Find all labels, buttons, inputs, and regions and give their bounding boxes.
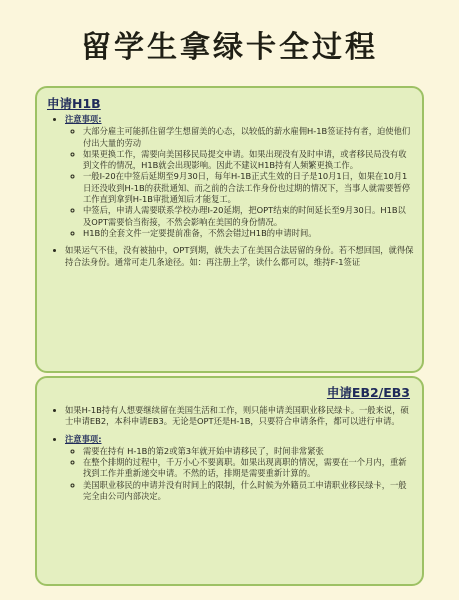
h1b-content — [47, 114, 414, 268]
eb-content — [47, 405, 414, 502]
h1b-note: ◦ 如果更换工作，需要向美国移民局提交申请。如果出现没有及时申请，或者移民局没有收到文件的情况，H1B就会出现影响。因此不建议H1B持有人频繁更换工作。 — [83, 149, 414, 172]
eb-card — [35, 376, 424, 586]
eb-note: ◦ 美国职业移民的申请并没有时间上的限制，什么时候为外籍员工申请职业移民绿卡，一般完全由公司内部决定。 — [83, 480, 414, 503]
eb-notes-heading: 注意事项: — [65, 433, 102, 444]
h1b-notes-heading: 注意事项: — [65, 114, 102, 124]
page-title: 留学生拿绿卡全过程 — [81, 30, 378, 65]
eb-note: ◦ 在整个排期的过程中，千万小心不要离职。如果出现离职的情况，需要在一个月内，重新找到工作并重新递交申请。不然的话，排期是需要重新计算的。 — [83, 457, 414, 480]
eb-intro-paragraph: • 如果H-1B持有人想要继续留在美国生活和工作，则只能申请美国职业移民绿卡。一般来说，硕士申请EB2，本科申请EB3。无论是OPT还是H-1B，只要符合申请条件，都可以进行申请。 — [65, 405, 414, 428]
eb-notes-item — [65, 434, 414, 503]
eb-section-title: 申请EB2/EB3 — [326, 385, 410, 400]
eb-note: ◦ 需要在持有 H-1B的第2或第3年就开始申请移民了，时间非常紧张 — [83, 446, 414, 457]
h1b-section-title: 申请H1B — [47, 96, 101, 111]
h1b-note: ◦ 大部分雇主可能抓住留学生想留美的心态，以较低的薪水雇佣H-1B签证持有者，迫使他们付出大量的劳动 — [83, 126, 414, 149]
h1b-note: ◦ 一般I-20在中签后延期至9月30日，每年H-1B正式生效的日子是10月1日，如果在10月1日还没收到H-1B的获批通知、而之前的合法工作身份也过期的情况下，当事人就需要暂停工作直到拿到H-1B审批通知后才能复工。 — [83, 171, 414, 205]
h1b-card — [35, 86, 424, 373]
h1b-note: ◦ H1B的全套文件一定要提前准备，不然会错过H1B的申请时间。 — [83, 228, 414, 239]
h1b-extra-paragraph: • 如果运气不佳，没有被抽中，OPT到期，就失去了在美国合法居留的身份。若不想回国，就得保持合法身份。通常可走几条途径。如：再注册上学，读什么都可以，维持F-1签证 — [65, 245, 414, 268]
h1b-note: ◦ 中签后，申请人需要联系学校办理I-20延期，把OPT结束的时间延长至9月30日。H1B以及OPT需要恰当衔接，不然会影响在美国的身份情况。 — [83, 205, 414, 228]
h1b-notes-item — [65, 114, 414, 239]
